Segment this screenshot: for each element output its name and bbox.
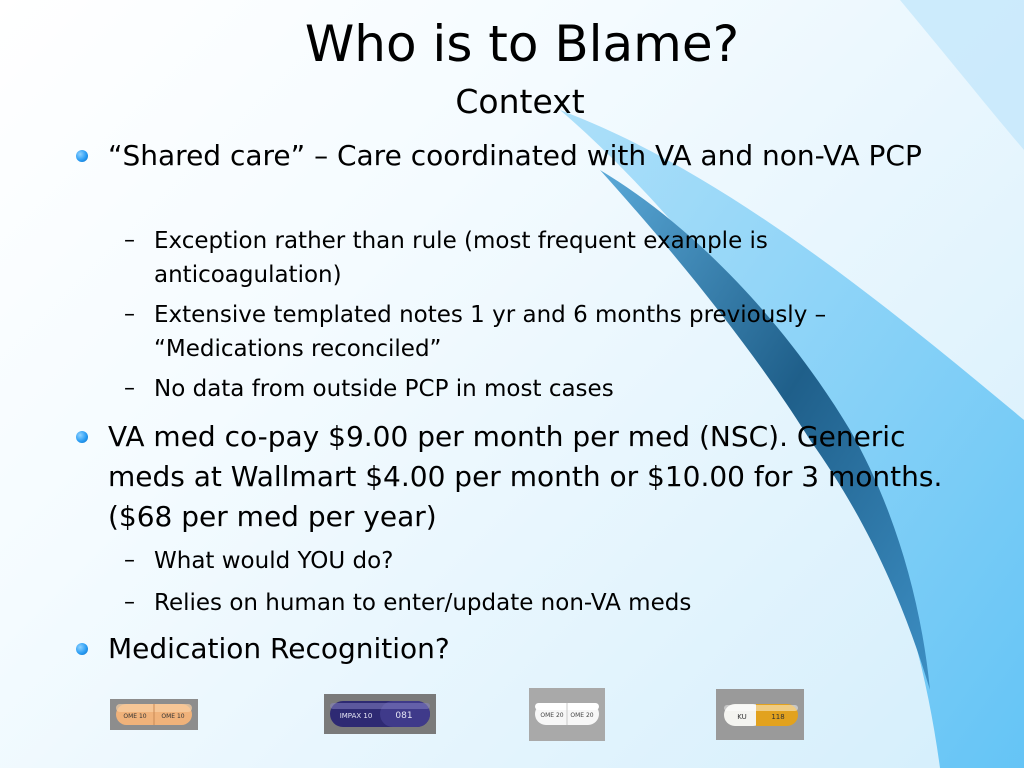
pill-imprint: 118 <box>771 713 785 721</box>
pill-imprint: KU <box>737 713 747 721</box>
sub-bullet-text: Relies on human to enter/update non-VA meds <box>154 590 692 616</box>
pill-image-ome20 <box>529 688 605 741</box>
bullet-text: “Shared care” – Care coordinated with VA and non-VA PCP <box>108 139 922 172</box>
bullet-text: VA med co-pay $9.00 per month per med (NSC). Generic meds at Wallmart $4.00 per month or $10.00 for 3 months. ($68 per med per year) <box>108 420 943 533</box>
pill-image-ome10 <box>110 699 198 730</box>
bullet-dot-icon <box>76 150 88 162</box>
dash-icon: – <box>124 548 135 573</box>
dash-icon: – <box>124 302 135 327</box>
dash-icon: – <box>124 228 135 253</box>
pill-imprint: OME 10 <box>123 713 147 720</box>
dash-icon: – <box>124 590 135 615</box>
pill-imprint: 081 <box>395 711 413 721</box>
sub-bullet-text: No data from outside PCP in most cases <box>154 376 614 402</box>
pill-imprint: OME 20 <box>570 712 594 719</box>
slide-title: Who is to Blame? <box>304 15 740 73</box>
bullet-dot-icon <box>76 643 88 655</box>
sub-bullet-text: Exception rather than rule (most frequent example is anticoagulation) <box>154 228 768 288</box>
sub-bullet-text: Extensive templated notes 1 yr and 6 months previously – “Medications reconciled” <box>154 302 827 362</box>
pill-image-ku118 <box>716 689 804 740</box>
sub-bullet-text: What would YOU do? <box>154 548 394 574</box>
bullet-dot-icon <box>76 431 88 443</box>
dash-icon: – <box>124 376 135 401</box>
slide-subtitle: Context <box>455 82 585 121</box>
pill-imprint: OME 20 <box>540 712 564 719</box>
bullet-text: Medication Recognition? <box>108 632 450 665</box>
pill-imprint: IMPAX 10 <box>339 712 373 720</box>
pill-image-impax <box>324 694 436 734</box>
pill-imprint: OME 10 <box>161 713 185 720</box>
